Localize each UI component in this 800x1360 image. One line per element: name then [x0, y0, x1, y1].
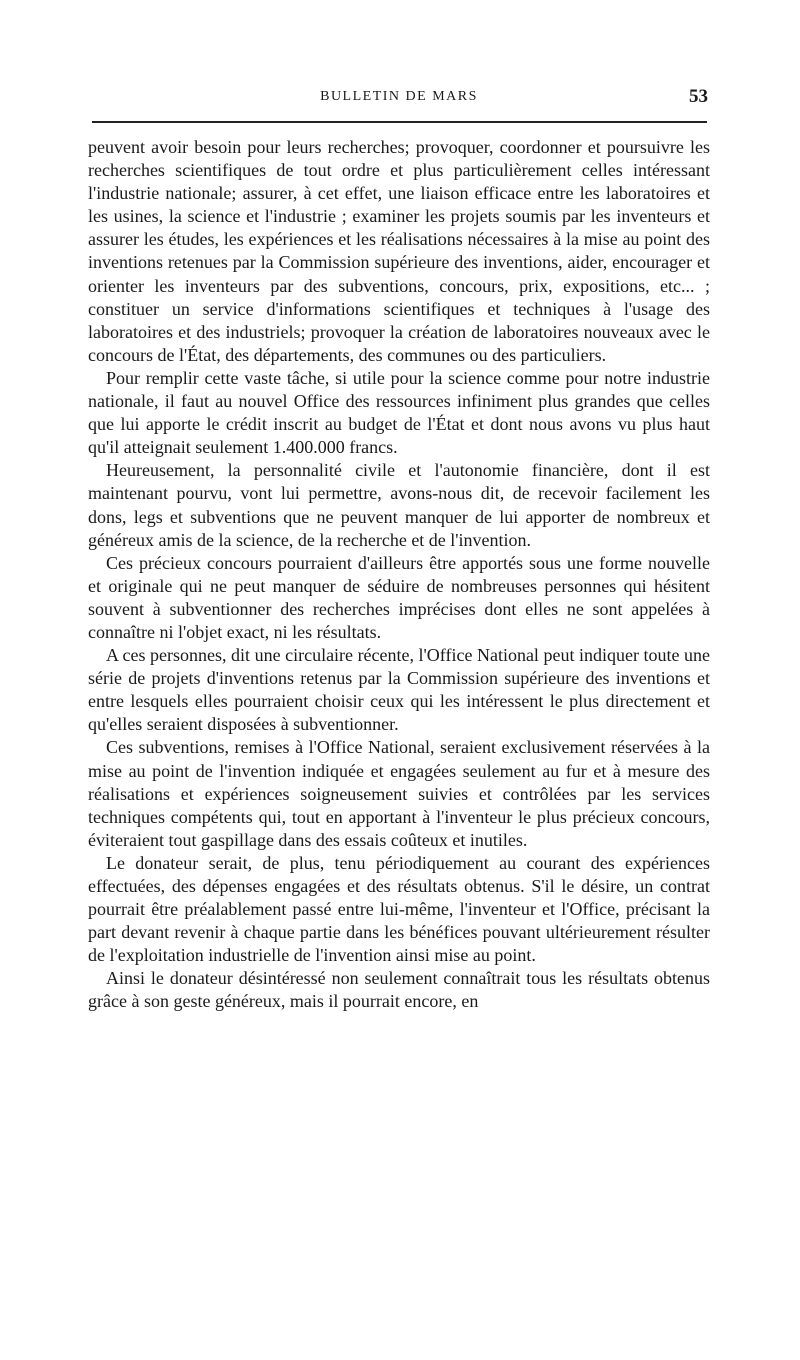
- paragraph: Heureusement, la personnalité civile et l'autonomie financière, dont il est maintenant pourvu, vont lui permettre, avons-nous dit, de recevoir facilement les dons, legs et subventions que ne peuvent manquer de lui apporter de nombreux et généreux amis de la science, de la recherche et de l'invention.: [88, 460, 710, 550]
- body-text: [88, 136, 710, 1014]
- paragraph: A ces personnes, dit une circulaire récente, l'Office National peut indiquer toute une série de projets d'inventions retenus par la Commission supérieure des inventions et entre lesquels elles pourraient choisir ceux qui les intéressent le plus directement et qu'elles seraient disposées à subventionner.: [88, 645, 710, 735]
- paragraph: Ces subventions, remises à l'Office National, seraient exclusivement réservées à la mise au point de l'invention indiquée et engagées seulement au fur et à mesure des réalisations et expériences soigneusement suivies et contrôlées par les services techniques compétents qui, tout en apportant à l'inventeur le plus précieux concours, éviteraient tout gaspillage dans des essais coûteux et inutiles.: [88, 737, 710, 850]
- running-title: BULLETIN DE MARS: [320, 89, 478, 104]
- running-header: [88, 86, 710, 110]
- paragraph: Ces précieux concours pourraient d'ailleurs être apportés sous une forme nouvelle et originale qui ne peut manquer de séduire de nombreuses personnes qui hésitent souvent à subventionner des recherches imprécises dont elles ne sont appelées à connaître ni l'objet exact, ni les résultats.: [88, 552, 710, 642]
- paragraph-last: Ainsi le donateur désintéressé non seulement connaîtrait tous les résultats obtenus grâce à son geste généreux, mais il pourrait encore, en: [88, 968, 710, 1012]
- paragraph-continued: peuvent avoir besoin pour leurs recherches; provoquer, coordonner et poursuivre les recherches scientifiques de tout ordre et plus particulièrement celles intéressant l'industrie nationale; assurer, à cet effet, une liaison efficace entre les laboratoires et les usines, la science et l'industrie ; examiner les projets soumis par les inventeurs et assurer les études, les expériences et les réalisations nécessaires à la mise au point des inventions retenues par la Commission supérieure des inventions, aider, encourager et orienter les inventeurs par des subventions, concours, prix, expositions, etc... ; constituer un service d'informations scientifiques et techniques à l'usage des laboratoires et des industriels; provoquer la création de laboratoires nouveaux avec le concours de l'État, des départements, des communes ou des particuliers.: [88, 137, 710, 365]
- paragraph: Pour remplir cette vaste tâche, si utile pour la science comme pour notre industrie nationale, il faut au nouvel Office des ressources infiniment plus grandes que celles que lui apporte le crédit inscrit au budget de l'État et dont nous avons vu plus haut qu'il atteignait seulement 1.400.000 francs.: [88, 367, 710, 458]
- header-rule: [92, 121, 707, 123]
- paragraph: Le donateur serait, de plus, tenu périodiquement au courant des expériences effectuées, des dépenses engagées et des résultats obtenus. S'il le désire, un contrat pourrait être préalablement passé entre lui-même, l'inventeur et l'Office, précisant la part devant revenir à chaque partie dans les bénéfices pouvant ultérieurement résulter de l'exploitation industrielle de l'invention ainsi mise au point.: [88, 852, 710, 966]
- page-number: 53: [689, 86, 708, 107]
